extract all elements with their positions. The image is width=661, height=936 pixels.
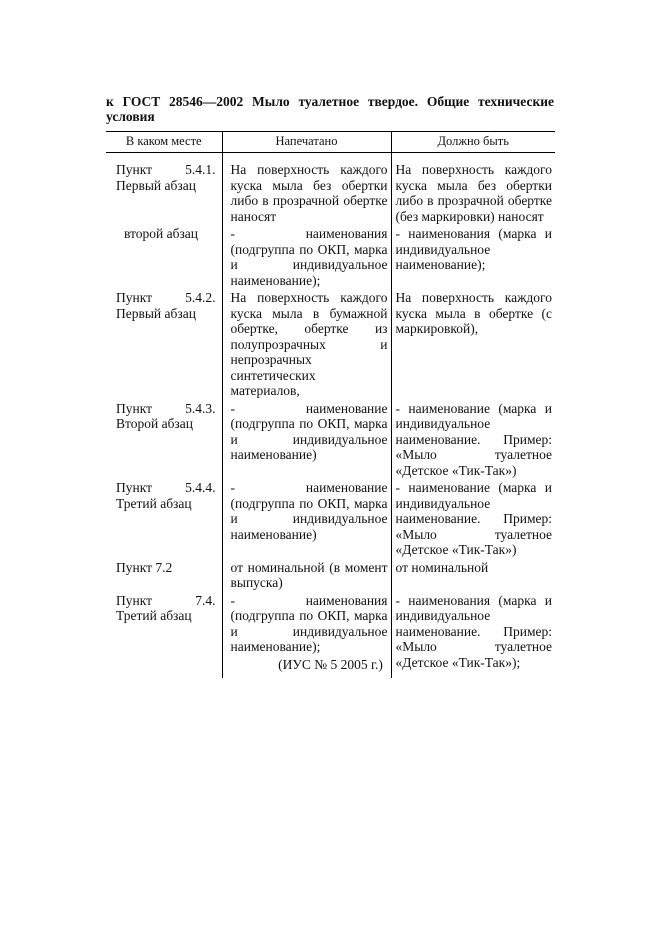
cell-printed: от номинальной (в момент выпуска) bbox=[222, 560, 391, 593]
source-reference: (ИУС № 5 2005 г.) bbox=[278, 657, 383, 672]
cell-printed: - наименование (подгруппа по ОКП, марка и индивидуальное наименование) bbox=[222, 480, 391, 560]
cell-location: Пункт 7.4. Третий абзац bbox=[116, 592, 216, 623]
header-row bbox=[106, 132, 555, 153]
cell-should-be: - наименования (марка и индивидуальное наименование. Пример: «Мыло туалетное «Детское «Тик-Так»); bbox=[391, 593, 555, 679]
cell-should-be: На поверхность каждого куска мыла без обертки либо в прозрачной обертке (без маркировки) наносят bbox=[391, 153, 555, 227]
cell-should-be: - наименование (марка и индивидуальное наименование. Пример: «Мыло туалетное «Детское «Тик-Так») bbox=[391, 401, 555, 481]
table-row bbox=[106, 401, 555, 481]
errata-table bbox=[106, 131, 555, 678]
table-header bbox=[106, 132, 555, 153]
cell-should-be: - наименования (марка и индивидуальное наименование); bbox=[391, 226, 555, 290]
document-title: к ГОСТ 28546—2002 Мыло туалетное твердое. Общие технические условия bbox=[106, 94, 554, 124]
cell-should-be: - наименование (марка и индивидуальное наименование. Пример: «Мыло туалетное «Детское «Тик-Так») bbox=[391, 480, 555, 560]
cell-location: Пункт 5.4.2. Первый абзац bbox=[116, 290, 216, 321]
header-should-be: Должно быть bbox=[391, 132, 555, 153]
table-row bbox=[106, 560, 555, 593]
table-row bbox=[106, 226, 555, 290]
cell-location: Пункт 5.4.3. Второй абзац bbox=[116, 400, 216, 431]
header-printed: Напечатано bbox=[222, 132, 391, 153]
cell-printed: - наименования (подгруппа по ОКП, марка и индивидуальное наименование); bbox=[222, 593, 391, 679]
cell-location: второй абзац bbox=[124, 226, 199, 241]
header-location: В каком месте bbox=[106, 132, 222, 153]
cell-should-be: от номинальной bbox=[391, 560, 555, 593]
cell-printed: - наименование (подгруппа по ОКП, марка и индивидуальное наименование) bbox=[222, 401, 391, 481]
cell-printed: На поверхность каждого куска мыла без обертки либо в прозрачной обертке наносят bbox=[222, 153, 391, 227]
cell-should-be: На поверхность каждого куска мыла в обертке (с маркировкой), bbox=[391, 290, 555, 401]
cell-location: Пункт 5.4.1. Первый абзац bbox=[116, 162, 216, 193]
cell-printed: - наименования (подгруппа по ОКП, марка и индивидуальное наименование); bbox=[222, 226, 391, 290]
table-body bbox=[106, 153, 555, 679]
cell-location: Пункт 5.4.4. Третий абзац bbox=[116, 480, 216, 511]
table-row bbox=[106, 290, 555, 401]
cell-printed: На поверхность каждого куска мыла в бумажной обертке, обертке из полупрозрачных и непрозрачных синтетических материалов, bbox=[222, 290, 391, 401]
table-row bbox=[106, 480, 555, 560]
table-row bbox=[106, 153, 555, 227]
cell-location: Пункт 7.2 bbox=[116, 559, 173, 575]
